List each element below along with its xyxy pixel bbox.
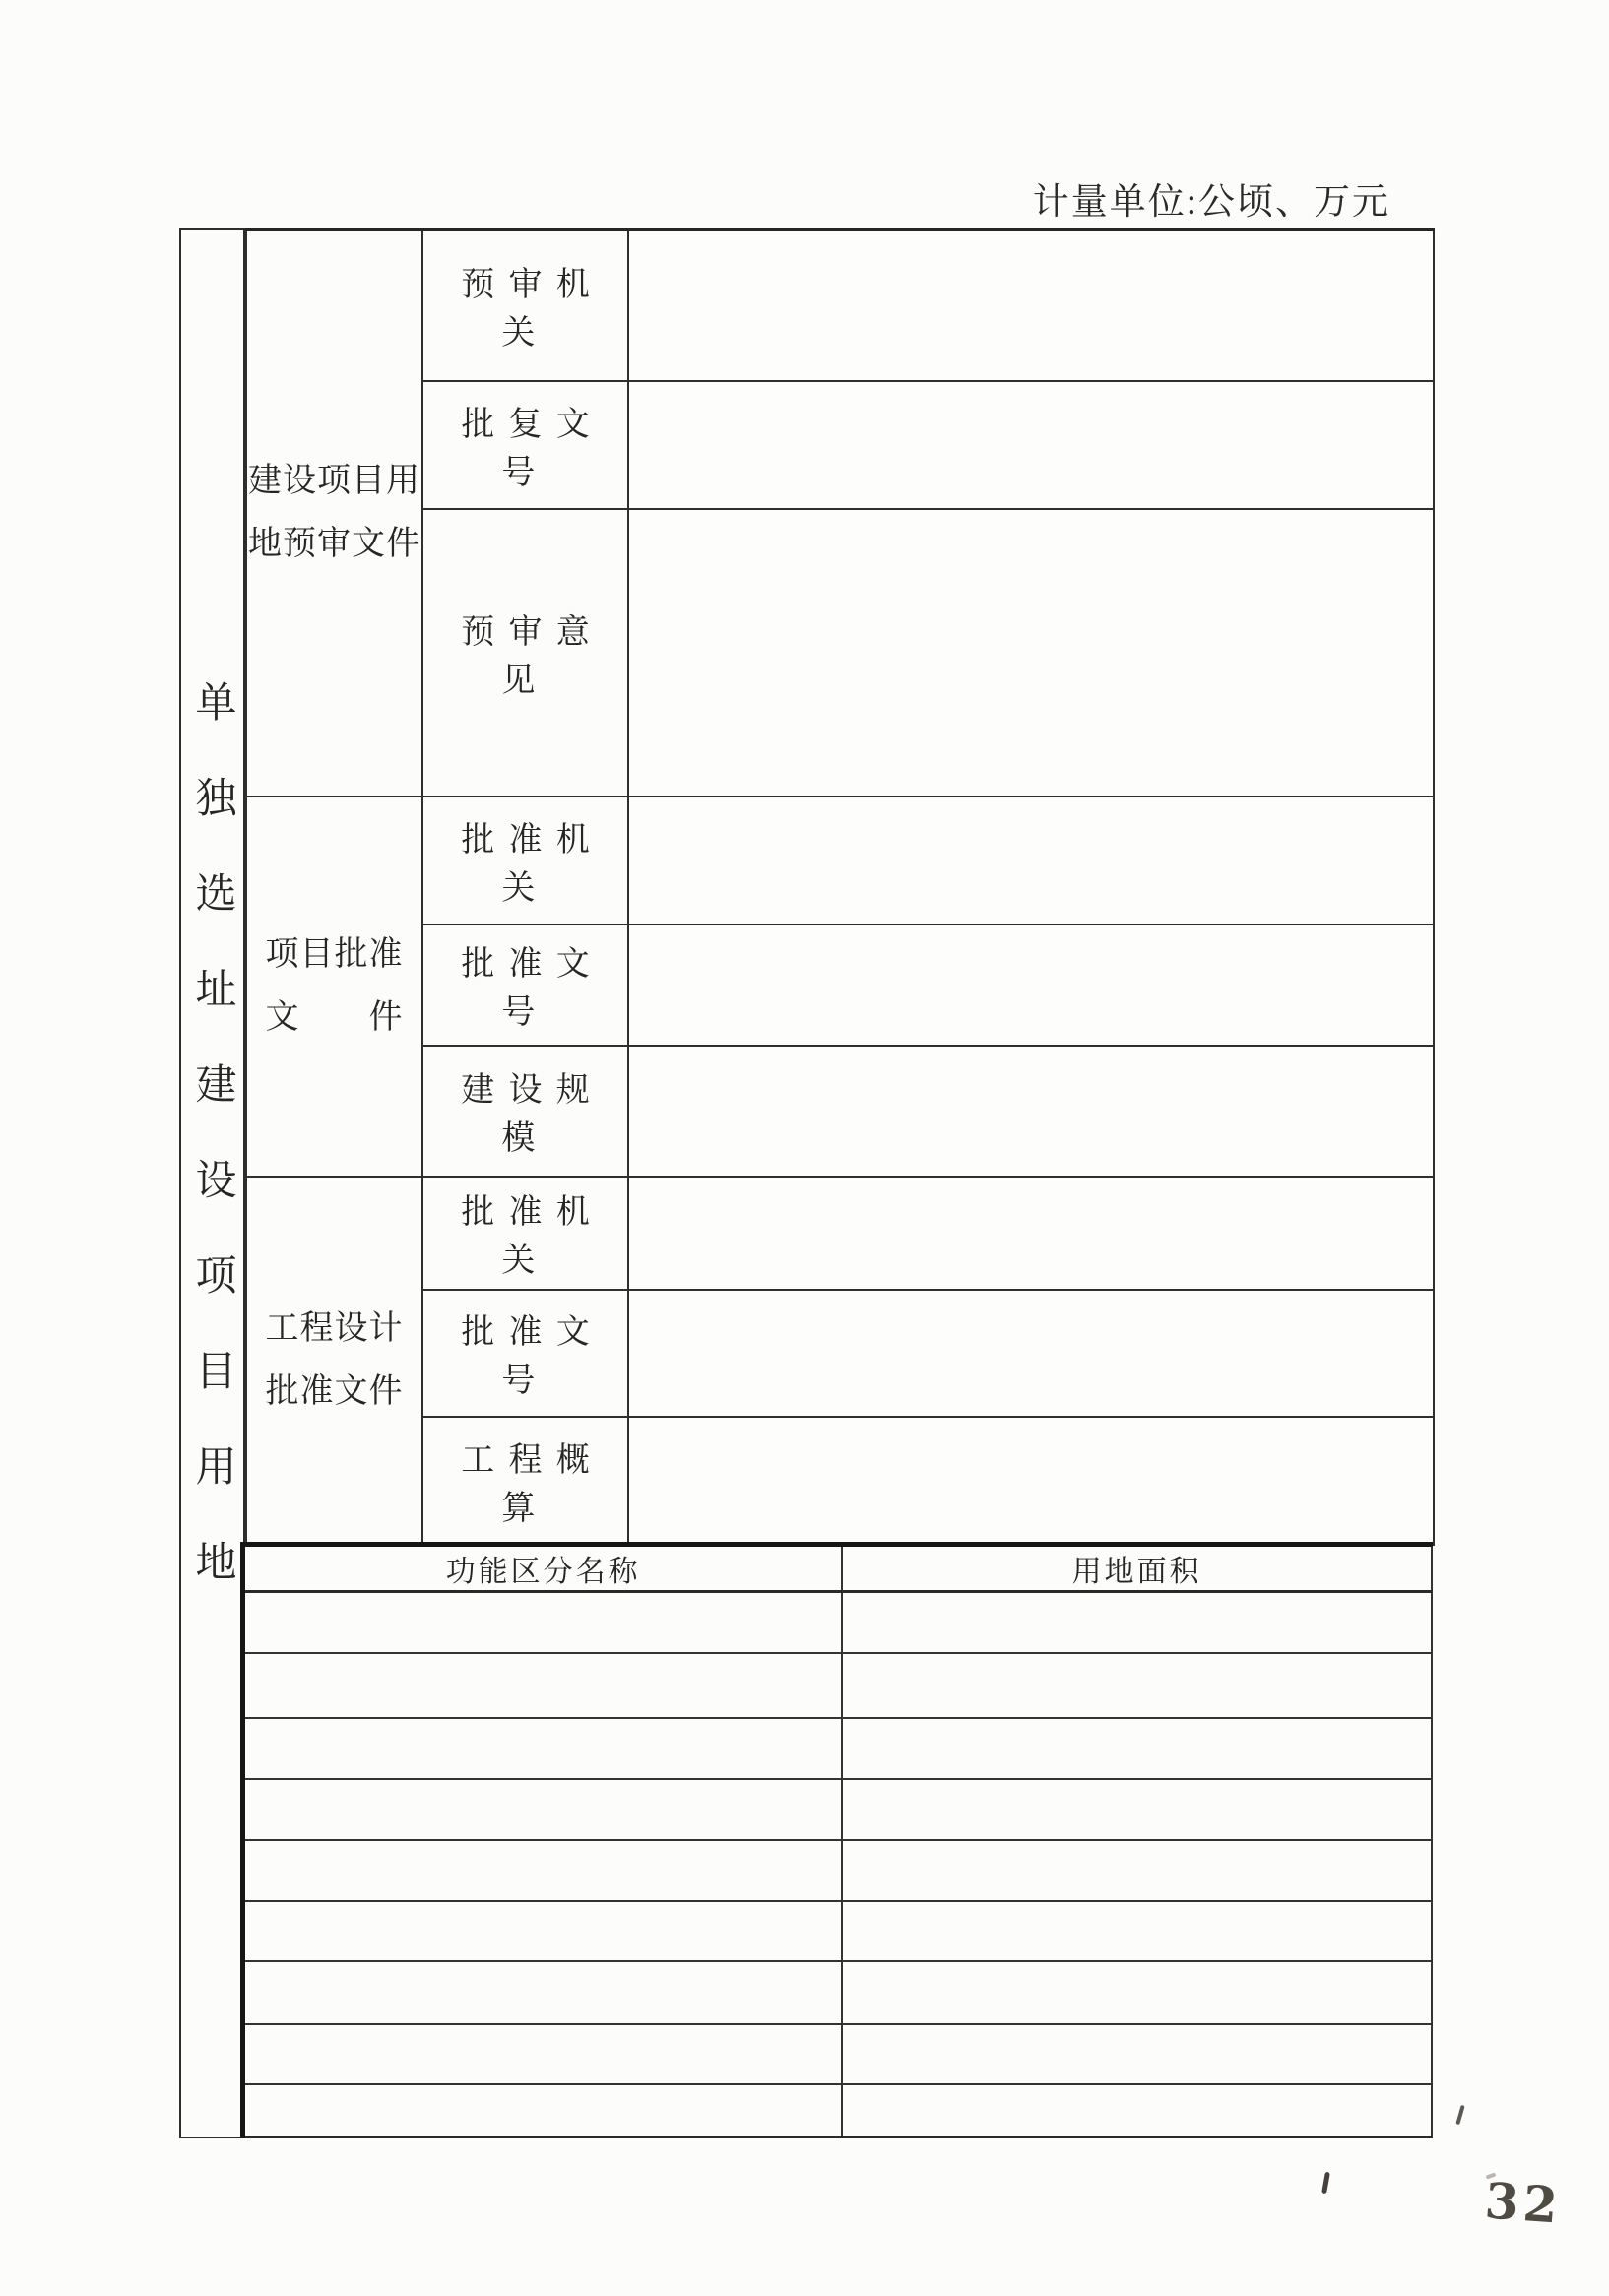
field-function-zone-name[interactable] (243, 1840, 843, 1901)
table-row (243, 1901, 1433, 1961)
table-row (243, 2084, 1433, 2137)
table-row (246, 797, 1434, 925)
ink-mark (1321, 2172, 1330, 2195)
field-function-zone-name[interactable] (243, 1718, 843, 1779)
field-approval-authority[interactable] (628, 797, 1434, 925)
field-design-approval-authority[interactable] (628, 1177, 1434, 1290)
field-land-area[interactable] (842, 1718, 1432, 1779)
field-function-zone-name[interactable] (243, 2084, 843, 2137)
table-row (246, 1417, 1434, 1545)
group-label-line: 工程设计 (265, 1309, 404, 1347)
group-label-design-approval (246, 1177, 422, 1545)
row-label-approval-authority: 批准机关 (422, 797, 628, 925)
field-function-zone-name[interactable] (243, 1901, 843, 1961)
field-land-area[interactable] (842, 1840, 1432, 1901)
table-row (246, 1046, 1434, 1177)
vertical-header-text: 单独选址建设项目用地 (189, 680, 235, 1635)
table-row (243, 1779, 1433, 1840)
row-label-preapproval-authority: 预审机关 (422, 230, 628, 381)
page-number: 32 (1483, 2171, 1564, 2235)
field-function-zone-name[interactable] (243, 1779, 843, 1840)
row-label-reply-doc-number: 批复文号 (422, 381, 628, 509)
field-land-area[interactable] (842, 1779, 1432, 1840)
table-row (243, 1840, 1433, 1901)
column-header-land-area: 用地面积 (842, 1545, 1432, 1592)
field-function-zone-name[interactable] (243, 1961, 843, 2024)
table-row (246, 925, 1434, 1046)
group-label-line: 地预审文件 (248, 526, 420, 563)
field-land-area[interactable] (842, 1653, 1432, 1718)
table-row (246, 1177, 1434, 1290)
table-row (243, 1592, 1433, 1653)
table-row (246, 230, 1434, 381)
row-label-approval-doc-number: 批准文号 (422, 925, 628, 1046)
field-approval-doc-number[interactable] (628, 925, 1434, 1046)
table-row (243, 1653, 1433, 1718)
measurement-unit-note: 计量单位:公顷、万元 (1032, 182, 1390, 223)
table-row (246, 1290, 1434, 1417)
group-label-line: 建设项目用 (248, 463, 420, 500)
field-preapproval-opinion[interactable] (628, 509, 1434, 797)
field-preapproval-authority[interactable] (628, 230, 1434, 381)
row-label-preapproval-opinion: 预审意见 (422, 509, 628, 797)
column-header-function-zone-name: 功能区分名称 (243, 1545, 843, 1592)
group-label-project-approval (246, 797, 422, 1177)
group-label-line: 项目批准 (265, 935, 404, 973)
field-construction-scale[interactable] (628, 1046, 1434, 1177)
field-land-area[interactable] (842, 1961, 1432, 2024)
group-label-land-preapproval (246, 230, 422, 797)
group-label-line: 文 件 (265, 998, 404, 1036)
field-function-zone-name[interactable] (243, 2024, 843, 2084)
row-label-construction-scale: 建设规模 (422, 1046, 628, 1177)
field-design-approval-doc-number[interactable] (628, 1290, 1434, 1417)
row-label-project-budget: 工程概算 (422, 1417, 628, 1545)
table-row (243, 1718, 1433, 1779)
approval-documents-table (245, 228, 1435, 1546)
ink-mark (1455, 2105, 1464, 2125)
table-row (243, 1961, 1433, 2024)
field-land-area[interactable] (842, 1901, 1432, 1961)
row-label-design-approval-doc-number: 批准文号 (422, 1290, 628, 1417)
table-header-row (243, 1545, 1433, 1592)
field-function-zone-name[interactable] (243, 1592, 843, 1653)
field-land-area[interactable] (842, 2084, 1432, 2137)
field-land-area[interactable] (842, 1592, 1432, 1653)
field-reply-doc-number[interactable] (628, 381, 1434, 509)
vertical-header-strip (179, 228, 245, 2138)
table-row (246, 509, 1434, 797)
field-land-area[interactable] (842, 2024, 1432, 2084)
row-label-design-approval-authority: 批准机关 (422, 1177, 628, 1290)
field-function-zone-name[interactable] (243, 1653, 843, 1718)
function-zone-table (240, 1542, 1433, 2138)
group-label-line: 批准文件 (265, 1372, 404, 1410)
table-row (243, 2024, 1433, 2084)
field-project-budget[interactable] (628, 1417, 1434, 1545)
table-row (246, 381, 1434, 509)
